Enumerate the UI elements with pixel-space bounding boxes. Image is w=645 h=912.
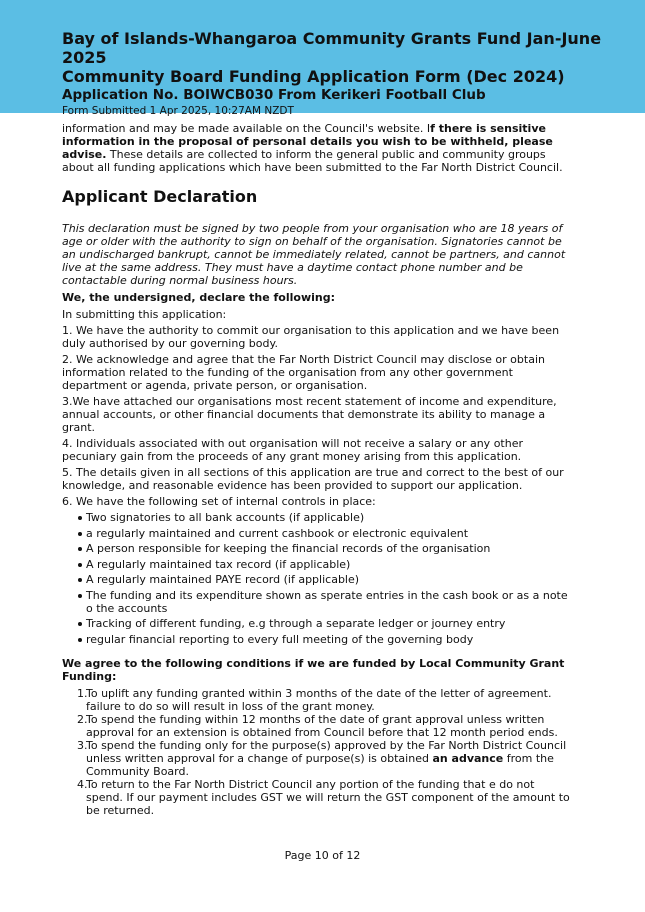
declaration-item: 5. The details given in all sections of this application are true and correct to the best of our knowledge, and reasonable evidence has been provided to support our application. [62,466,564,492]
intro-text-a: information and may be made available on the Council's website. I [62,122,431,135]
control-text: regular financial reporting to every full meeting of the governing body [86,632,474,646]
intro-text-c: These details are collected to inform the general public and community groups about all funding applications which have been submitted to the Far North District Council. [62,148,563,174]
section-heading: Applicant Declaration [62,187,258,206]
list-item [62,778,572,817]
condition-number: 2. [77,712,88,726]
conditions-heading: We agree to the following conditions if we are funded by Local Community Grant Funding: [62,656,565,683]
declaration-item: 1. We have the authority to commit our organisation to this application and we have been duly authorised by our governing body. [62,324,560,350]
intro-text-bold: f there is sensitive information in the proposal of personal details you wish to be withheld, please advise. [62,122,553,161]
declaration-note: This declaration must be signed by two people from your organisation who are 18 years of age or older with the authority to sign on behalf of the organisation. Signatories cannot be an undischarged bankrupt, cannot be immediately related, cannot be partners, and cannot live at the same address. They must have a daytime contact phone number and be contactable during normal business hours. [62,222,566,287]
list-item [62,589,572,615]
condition-text: To uplift any funding granted within 3 months of the date of the letter of agreement. failure to do so will result in loss of the grant money. [86,686,552,713]
declare-heading: We, the undersigned, declare the following: [62,291,335,304]
form-header [0,0,645,117]
page-number: Page 10 of 12 [284,849,361,862]
bullet-icon [78,532,82,536]
list-item [62,687,572,713]
declaration-item: 6. We have the following set of internal controls in place: [62,495,376,508]
application-number: Application No. BOIWCB030 From Kerikeri Football Club [62,87,486,103]
bullet-icon [78,594,82,598]
bullet-icon [78,638,82,642]
internal-controls-list [62,511,572,646]
list-item [62,633,572,646]
control-text: The funding and its expenditure shown as sperate entries in the cash book or as a note o the accounts [86,588,568,615]
form-title-line1: Bay of Islands-Whangaroa Community Grants Fund Jan-June 2025 [62,29,602,67]
condition-number: 1. [77,686,88,700]
list-item [62,542,572,555]
condition-number: 4. [77,777,88,791]
list-item [62,573,572,586]
condition-text: To spend the funding only for the purpose(s) approved by the Far North District Council unless written approval for a change of purpose(s) is obtained [86,738,567,765]
control-text: Tracking of different funding, e.g through a separate ledger or journey entry [86,617,506,630]
declaration-item: 4. Individuals associated with out organisation will not receive a salary or any other pecuniary gain from the proceeds of any grant money arising from this application. [62,437,523,463]
bullet-icon [78,622,82,626]
control-text: A person responsible for keeping the financial records of the organisation [86,542,491,555]
list-item [62,558,572,571]
list-item [62,527,572,540]
condition-text: To spend the funding within 12 months of the date of grant approval unless written approval for an extension is obtained from Council before that 12 month period ends. [86,712,558,739]
list-item [62,617,572,630]
condition-text: To return to the Far North District Council any portion of the funding that e do not spend. If our payment includes GST we will return the GST component of the amount to be returned. [86,777,570,817]
form-title-line2: Community Board Funding Application Form (Dec 2024) [62,67,565,86]
bullet-icon [78,516,82,520]
list-item [62,739,572,778]
declaration-item: 2. We acknowledge and agree that the Far North District Council may disclose or obtain information related to the funding of the organisation from any other government department or agenda, private person, or organisation. [62,353,545,392]
control-text: Two signatories to all bank accounts (if applicable) [86,511,365,524]
declaration-item: 3.We have attached our organisations most recent statement of income and expenditure, annual accounts, or other financial documents that demonstrate its ability to manage a grant. [62,395,557,434]
condition-tail: from the Community Board. [86,751,554,778]
condition-number: 3. [77,738,88,752]
condition-bold: an advance [432,751,504,765]
list-item [62,511,572,524]
in-submitting: In submitting this application: [62,308,227,321]
control-text: a regularly maintained and current cashbook or electronic equivalent [86,526,469,540]
control-text: A regularly maintained tax record (if applicable) [86,557,351,571]
control-text: A regularly maintained PAYE record (if applicable) [86,573,360,586]
conditions-list [62,687,572,817]
bullet-icon [78,547,82,551]
submitted-timestamp: Form Submitted 1 Apr 2025, 10:27AM NZDT [62,105,294,117]
page-content [62,122,572,817]
bullet-icon [78,563,82,567]
intro-paragraph [62,122,572,174]
list-item [62,713,572,739]
bullet-icon [78,578,82,582]
